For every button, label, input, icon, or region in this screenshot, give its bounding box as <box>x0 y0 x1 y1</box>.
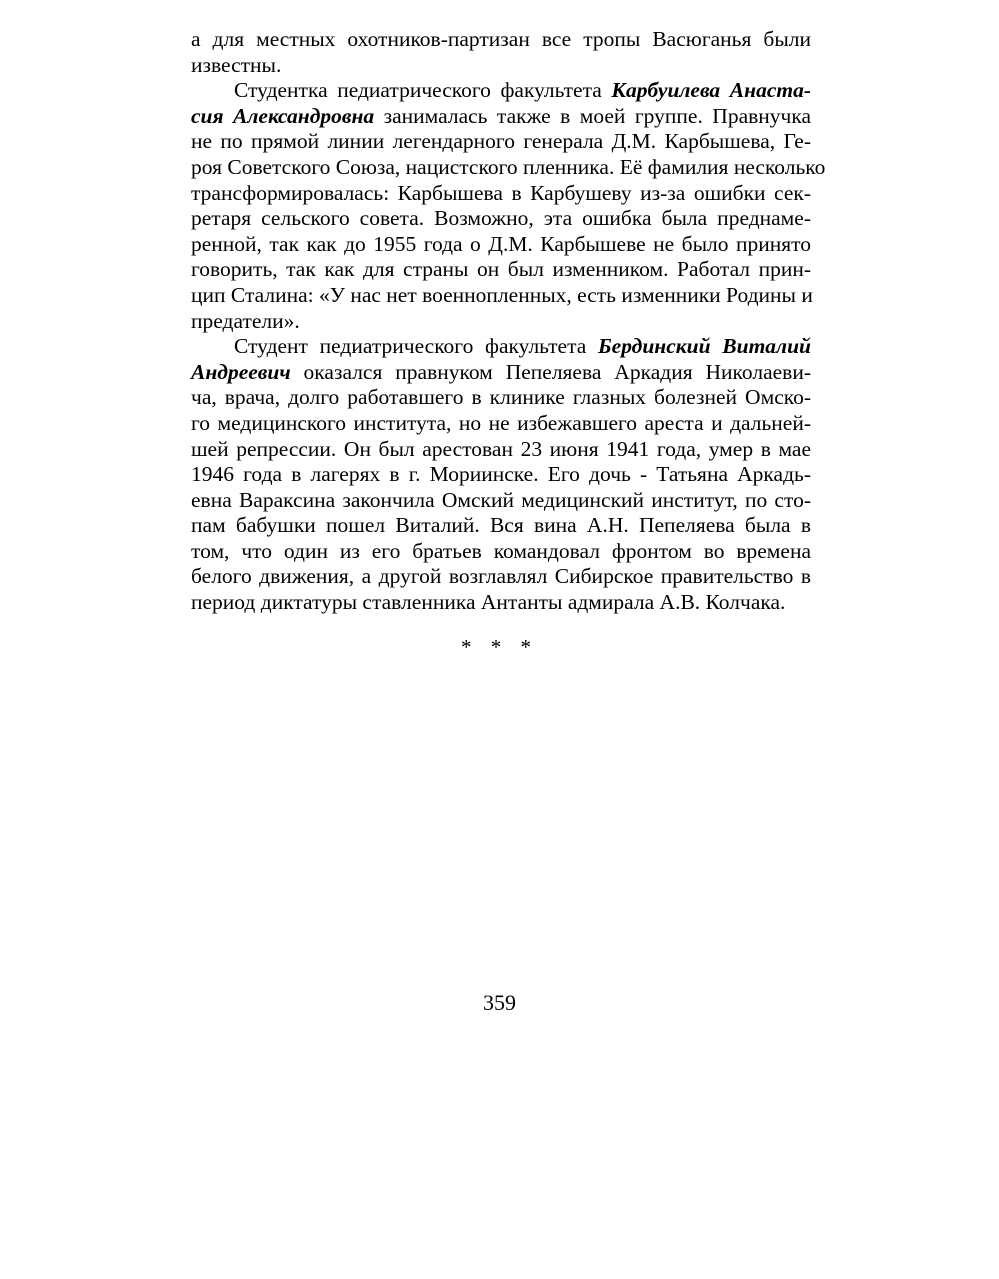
text-run: евна Вараксина закончила Омский медицинский институт, по сто- <box>191 487 811 512</box>
text-line <box>191 232 811 258</box>
text-run: период диктатуры ставленника Антанты адмирала А.В. Колчака. <box>191 590 786 615</box>
text-line <box>191 385 811 411</box>
text-run: том, что один из его братьев командовал фронтом во времена <box>191 538 811 563</box>
person-name: сия Александровна <box>191 103 375 128</box>
text-line <box>191 360 811 386</box>
text-run: Студентка педиатрического факультета <box>234 78 612 103</box>
text-run: оказался правнуком Пепеляева Аркадия Николаеви- <box>290 359 811 384</box>
text-line <box>191 206 811 232</box>
text-run: предатели». <box>191 308 300 333</box>
text-line <box>191 462 811 488</box>
text-line <box>191 309 811 335</box>
text-run: ренной, так как до 1955 года о Д.М. Карбышеве не было принято <box>191 231 811 256</box>
text-run: Студент педиатрического факультета <box>234 334 598 359</box>
text-run: белого движения, а другой возглавлял Сибирское правительство в <box>191 564 811 589</box>
person-name: Карбуилева Анаста- <box>611 78 811 103</box>
text-run: говорить, так как для страны он был изменником. Работал прин- <box>191 257 811 282</box>
text-line <box>191 513 811 539</box>
text-line <box>191 129 811 155</box>
text-line <box>191 411 811 437</box>
text-run: 1946 года в лагерях в г. Мориинске. Его дочь - Татьяна Аркадь- <box>191 462 811 487</box>
text-run: го медицинского института, но не избежавшего ареста и дальней- <box>191 410 811 435</box>
text-run: пам бабушки пошел Виталий. Вся вина А.Н. Пепеляева была в <box>191 513 811 538</box>
text-line <box>191 488 811 514</box>
text-run: не по прямой линии легендарного генерала Д.М. Карбышева, Ге- <box>191 129 811 154</box>
text-line <box>191 590 811 616</box>
text-run: известны. <box>191 52 282 77</box>
text-line <box>191 181 811 207</box>
text-line <box>191 154 826 181</box>
text-run: шей репрессии. Он был арестован 23 июня 1941 года, умер в мае <box>191 436 811 461</box>
text-run: а для местных охотников-партизан все тропы Васюганья были <box>191 27 811 51</box>
section-separator: * * * <box>461 635 538 659</box>
text-run: занималась также в моей группе. Правнучка <box>374 103 811 128</box>
text-run: ча, врача, долго работавшего в клинике глазных болезней Омско- <box>191 385 811 410</box>
paragraph <box>191 78 826 334</box>
text-line <box>191 27 811 53</box>
text-line <box>191 539 811 565</box>
text-line <box>191 334 811 360</box>
paragraph <box>191 334 811 616</box>
text-line <box>191 104 811 130</box>
text-line <box>191 437 811 463</box>
paragraph <box>191 27 811 78</box>
text-line <box>191 78 811 104</box>
text-line <box>191 257 811 283</box>
page-number: 359 <box>483 990 516 1015</box>
person-name: Андреевич <box>191 359 291 384</box>
person-name: Бердинский Виталий <box>598 334 811 359</box>
text-line <box>191 283 811 309</box>
body-text <box>191 27 826 616</box>
text-run: ретаря сельского совета. Возможно, эта ошибка была преднаме- <box>191 206 811 231</box>
text-run: трансформировалась: Карбышева в Карбушеву из-за ошибки сек- <box>191 180 811 205</box>
text-line <box>191 564 811 590</box>
text-run: роя Советского Союза, нацистского пленника. Её фамилия несколько <box>191 154 826 179</box>
text-line <box>191 53 811 79</box>
text-run: цип Сталина: «У нас нет военнопленных, есть изменники Родины и <box>191 282 813 307</box>
